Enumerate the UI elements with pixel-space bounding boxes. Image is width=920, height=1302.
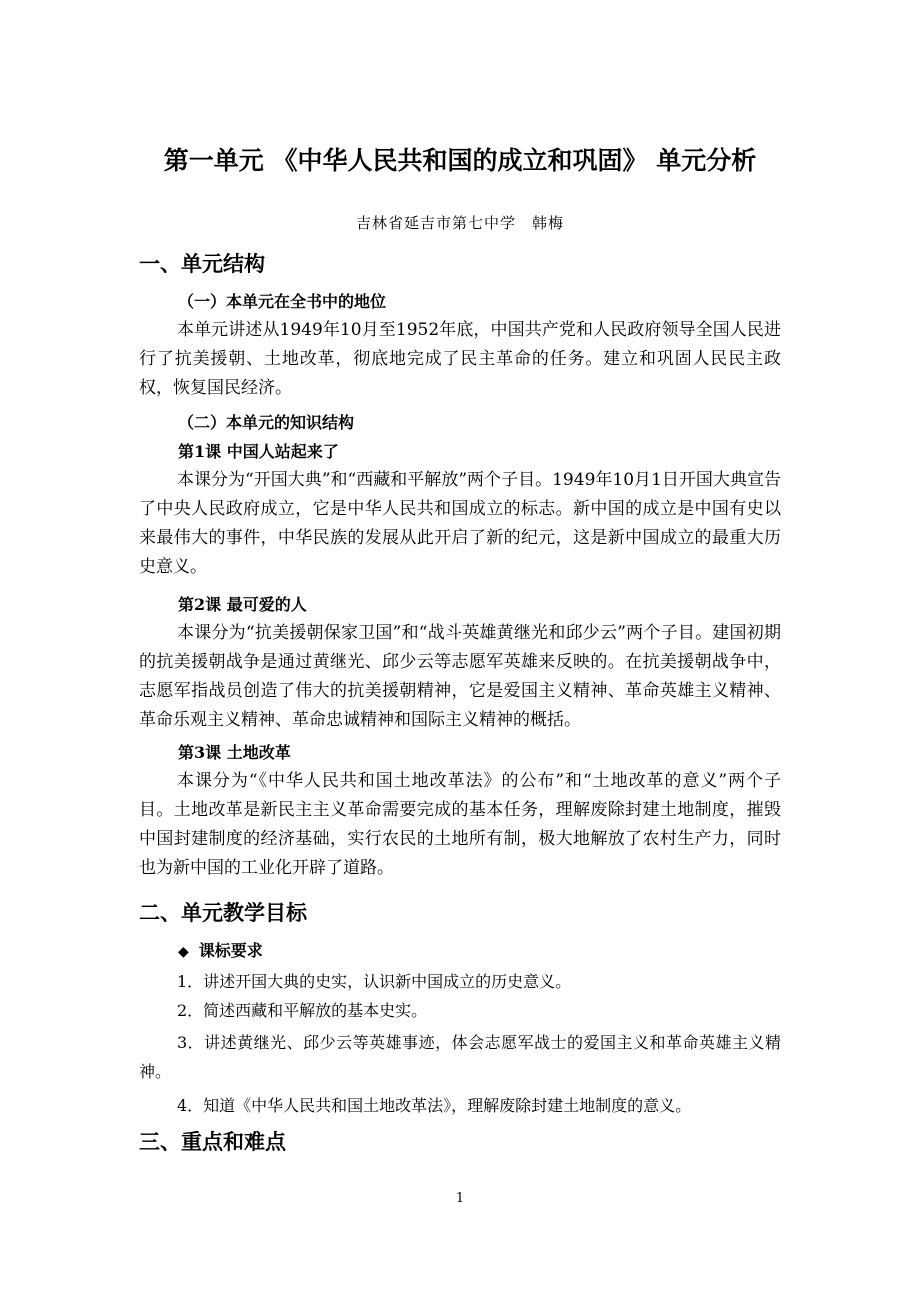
lesson-paragraph-1: 本课分为“开国大典”和“西藏和平解放”两个子目。1949年10月1日开国大典宣告了中央人民政府成立，它是中华人民共和国成立的标志。新中国的成立是中国有史以来最伟大的事件，中华民族的发展从此开启了新的纪元，这是新中国成立的最重大历史意义。 [139, 470, 781, 577]
lesson-heading-2: 第2课 最可爱的人 [178, 595, 307, 614]
goal-item-4: 4．知道《中华人民共和国土地改革法》，理解废除封建土地制度的意义。 [177, 1096, 692, 1115]
lesson-paragraph-3: 本课分为“《中华人民共和国土地改革法》的公布”和“土地改革的意义”两个子目。土地改革是新民主主义革命需要完成的基本任务，理解废除封建土地制度，摧毁中国封建制度的经济基础，实行农民的土地所有制，极大地解放了农村生产力，同时也为新中国的工业化开辟了道路。 [139, 771, 781, 878]
lesson-heading-3: 第3课 土地改革 [178, 743, 291, 762]
section-heading-key-points: 三、重点和难点 [139, 1130, 286, 1154]
section-heading-unit-structure: 一、单元结构 [139, 252, 265, 276]
curriculum-requirements-row [178, 939, 263, 964]
goal-item-2: 2．简述西藏和平解放的基本史实。 [177, 1001, 428, 1020]
goal-item-1: 1．讲述开国大典的史实，认识新中国成立的历史意义。 [177, 972, 572, 991]
section-heading-teaching-goals: 二、单元教学目标 [139, 901, 307, 925]
lesson-paragraph-2: 本课分为“抗美援朝保家卫国”和“战斗英雄黄继光和邱少云”两个子目。建国初期的抗美援朝战争是通过黄继光、邱少云等志愿军英雄来反映的。在抗美援朝战争中，志愿军指战员创造了伟大的抗美援朝精神，它是爱国主义精神、革命英雄主义精神、革命乐观主义精神、革命忠诚精神和国际主义精神的概括。 [139, 623, 781, 730]
goal-item-3: 3．讲述黄继光、邱少云等英雄事迹，体会志愿军战士的爱国主义和革命英雄主义精神。 [139, 1033, 781, 1081]
document-title: 第一单元 《中华人民共和国的成立和巩固》 单元分析 [163, 146, 757, 175]
paragraph-position: 本单元讲述从1949年10月至1952年底，中国共产党和人民政府领导全国人民进行了抗美援朝、土地改革，彻底地完成了民主革命的任务。建立和巩固人民民主政权，恢复国民经济。 [139, 320, 781, 398]
curriculum-requirements-heading: 课标要求 [198, 941, 263, 960]
page-number: 1 [455, 1191, 465, 1206]
subsection-heading-knowledge-structure: （二）本单元的知识结构 [178, 413, 355, 432]
subsection-heading-position: （一）本单元在全书中的地位 [178, 292, 387, 311]
lesson-heading-1: 第1课 中国人站起来了 [178, 442, 339, 461]
document-author: 吉林省延吉市第七中学 韩梅 [355, 214, 564, 232]
diamond-bullet-icon: ◆ [178, 944, 189, 960]
